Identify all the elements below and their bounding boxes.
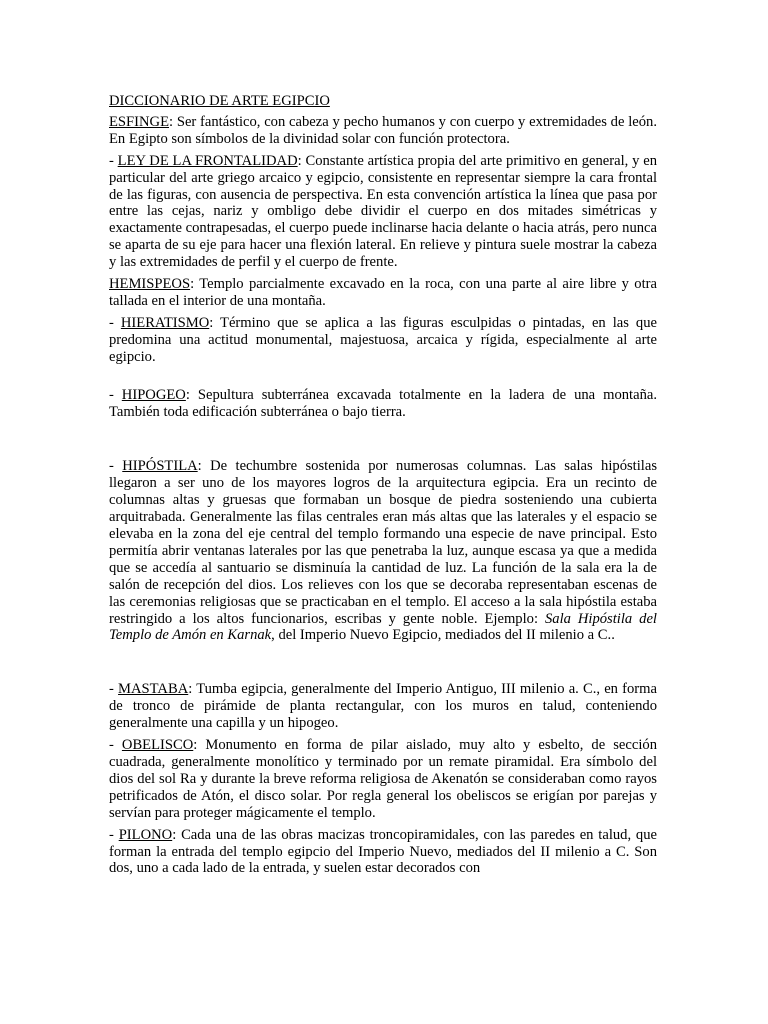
- entry-term: PILONO: [118, 826, 173, 843]
- entry-prefix: -: [109, 681, 119, 698]
- entry-example: Sala Hipóstila del Templo de Amón en Karnak: [109, 610, 657, 644]
- entry-definition: : De techumbre sostenida por numerosas columnas. Las salas hipóstilas llegaron a ser uno de los mayores logros de la arquitectura egipcia. Era un recinto de columnas altas y gruesas que formaban un bosque de piedra sosteniendo una cubierta arquitrabada. Generalmente las filas centrales eran más altas que las laterales y el espacio se elevaba en la zona del eje central del templo formando una especie de nave principal. Esto permitía abrir ventanas laterales por las que penetraba la luz, aunque escasa ya que a medida que se accedía al santuario se disminuía la cantidad de luz. La función de la sala era la de salón de recepción del dios. Los relieves con los que se decoraba representaban escenas de las ceremonias religiosas que se practicaban en el templo. El acceso a la sala hipóstila estaba restringido a los altos funcionarios, escribas y gente noble. Ejemplo:: [109, 458, 657, 627]
- document-title: DICCIONARIO DE ARTE EGIPCIO: [109, 93, 330, 109]
- entry-prefix: -: [109, 386, 122, 403]
- entry-term: MASTABA: [118, 681, 189, 698]
- entry-prefix: -: [109, 314, 121, 331]
- entry-definition: : Templo parcialmente excavado en la roca, con una parte al aire libre y otra tallada en el interior de una montaña.: [109, 276, 657, 309]
- entry-term: ESFINGE: [109, 113, 169, 130]
- entry-esfinge: [109, 114, 657, 148]
- entry-prefix: -: [109, 152, 118, 169]
- entry-term: HIPOGEO: [121, 386, 186, 403]
- entry-definition: : Sepultura subterránea excavada totalmente en la ladera de una montaña. También toda edificación subterránea o bajo tierra.: [109, 386, 657, 420]
- entry-prefix: -: [109, 737, 122, 754]
- entry-term: HEMISPEOS: [109, 276, 191, 293]
- entry-hieratismo: [109, 315, 657, 366]
- entry-term: HIPÓSTILA: [122, 458, 198, 475]
- entry-prefix: -: [109, 826, 119, 843]
- entry-definition: : Monumento en forma de pilar aislado, muy alto y esbelto, de sección cuadrada, generalmente monolítico y terminado por un remate piramidal. Era símbolo del dios del sol Ra y durante la breve reforma religiosa de Akenatón se consideraban como rayos petrificados de Atón, el disco solar. Por regla general los obeliscos se erigían por parejas y servían para proteger mágicamente el templo.: [109, 737, 657, 821]
- entry-prefix: -: [109, 458, 123, 475]
- entry-hemispeos: [109, 276, 657, 310]
- entry-hipostila: [109, 458, 657, 644]
- entry-definition: : Tumba egipcia, generalmente del Imperio Antiguo, III milenio a. C., en forma de tronco de pirámide de planta rectangular, con los muros en talud, conteniendo generalmente una capilla y un hipogeo.: [109, 681, 657, 732]
- entry-definition: : Ser fantástico, con cabeza y pecho humanos y con cuerpo y extremidades de león. En Egipto son símbolos de la divinidad solar con función protectora.: [109, 113, 657, 147]
- entry-ley-de-la-frontalidad: [109, 153, 657, 271]
- entry-definition: : Término que se aplica a las figuras esculpidas o pintadas, en las que predomina una actitud monumental, majestuosa, arcaica y rígida, especialmente al arte egipcio.: [109, 314, 657, 365]
- entry-hipogeo: [109, 387, 657, 421]
- entry-definition: : Cada una de las obras macizas troncopiramidales, con las paredes en talud, que forman la entrada del templo egipcio del Imperio Nuevo, mediados del II milenio a C. Son dos, uno a cada lado de la entrada, y suelen estar decorados con: [109, 826, 658, 877]
- entry-term: LEY DE LA FRONTALIDAD: [117, 152, 298, 169]
- entry-definition: : Constante artística propia del arte primitivo en general, y en particular del arte griego arcaico y egipcio, consistente en representar siempre la cara frontal de las figuras, con ausencia de perspectiva. En esta convención artística la línea que pasa por entre las cejas, nariz y ombligo debe dividir el cuerpo en dos mitades simétricas y exactamente contrapesadas, el cuerpo puede inclinarse hacia delante o hacia atrás, pero nunca se aparta de su eje para hacer una flexión lateral. En relieve y pintura suele mostrar la cabeza y las extremidades de perfil y el cuerpo de frente.: [109, 152, 657, 271]
- entry-term: OBELISCO: [121, 737, 194, 754]
- document-page: [109, 90, 657, 877]
- entry-obelisco: [109, 737, 657, 822]
- entry-pilono: [109, 827, 657, 878]
- entry-definition-end: , del Imperio Nuevo Egipcio, mediados del II milenio a C..: [271, 627, 615, 644]
- entry-mastaba: [109, 681, 657, 732]
- entry-term: HIERATISMO: [120, 314, 210, 331]
